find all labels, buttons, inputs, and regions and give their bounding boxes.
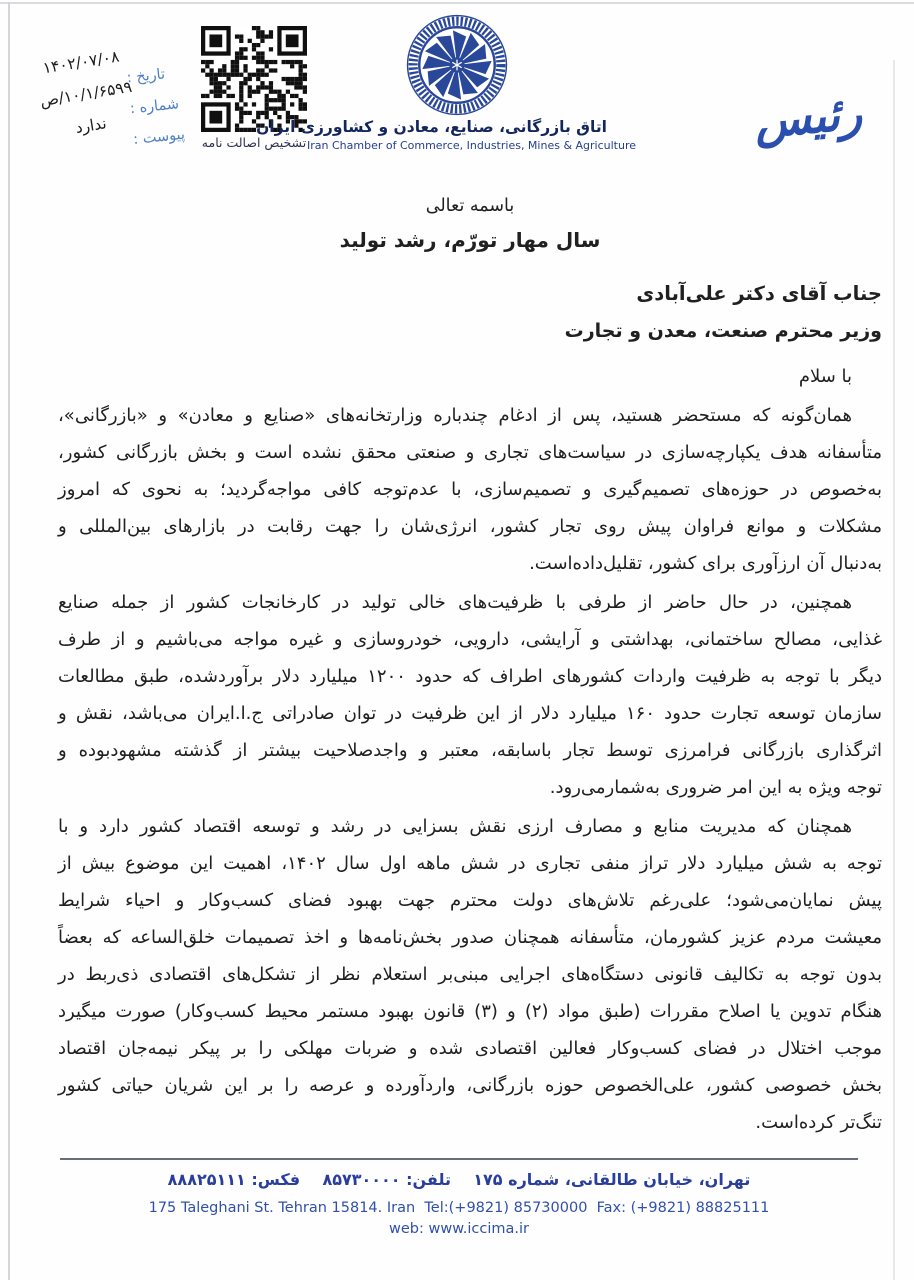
paragraph-line: سازمان توسعه تجارت حدود ۱۶۰ میلیارد دلار از این ظرفیت در توان صادراتی ج.ا.ایران می‌باشد، نقش و: [58, 703, 882, 724]
letter-date-value: ۱۴۰۲/۰۷/۰۸: [41, 47, 121, 78]
paragraph-3: [58, 808, 882, 1141]
signer-title-handwriting: رئیس: [752, 85, 864, 149]
qr-caption: تشخیص اصالت نامه: [201, 135, 307, 150]
org-logo-block: [256, 14, 637, 152]
letter-meta-labels: [125, 57, 196, 156]
paragraph-line: اثرگذاری بازرگانی فرامرزی توسط تجار باسابقه، معتبر و واجدصلاحیت بیشتر از گذشته مشهودبوده و: [58, 740, 882, 761]
paragraph-line: همچنین، در حال حاضر از طرفی با ظرفیت‌های خالی تولید در کارخانجات کشور از جمله صنایع: [58, 592, 852, 613]
paragraph-line: بخش خصوصی کشور، علی‌الخصوص حوزه بازرگانی، واردآورده و عرصه را بر این شریان حیاتی کشور: [58, 1075, 882, 1096]
paragraph-line: توجه ویژه به این امر ضروری به‌شمارمی‌رود.: [549, 777, 882, 798]
paragraph-2: [58, 584, 882, 806]
bismillah: باسمه تعالی: [425, 196, 515, 216]
paragraph-line: هنگام تدوین یا اصلاح مقررات (طبق مواد (۲) و (۳) قانون بهبود مستمر محیط کسب‌وکار) صورت میگیرد: [58, 1001, 883, 1022]
paragraph-line: غذایی، مصالح ساختمانی، بهداشتی و آرایشی، دارویی، خودروسازی و غیره مواجه می‌باشیم و از طرف: [58, 629, 882, 650]
paragraph-line: به‌خصوص در حوزه‌های تصمیم‌گیری و تصمیم‌سازی، با عدم‌توجه کافی مواجه‌گردید؛ به نحوی که امروز: [58, 479, 882, 500]
paragraph-line: به‌دنبال آن ارزآوری برای کشور، تقلیل‌داده‌است.: [529, 553, 882, 574]
footer-address-fa: تهران، خیابان طالقانی، شماره ۱۷۵ تلفن: ۸۵۷۳۰۰۰۰ فکس: ۸۸۸۲۵۱۱۱: [167, 1170, 751, 1189]
scan-edge-top: [0, 2, 914, 4]
letterhead-footer: [60, 1170, 858, 1237]
paragraph-line: معیشت مردم عزیز کشورمان، متأسفانه همچنان صدور بخش‌نامه‌ها و اخذ تصمیمات خلق‌الساعه که بعضاً: [58, 927, 882, 948]
attachment-label: پیوست :: [132, 126, 186, 149]
number-label: شماره :: [129, 96, 180, 118]
org-name-en: Iran Chamber of Commerce, Industries, Mines & Agriculture: [307, 139, 637, 152]
qr-code: [201, 26, 307, 132]
salutation: با سلام: [798, 366, 852, 387]
paragraph-line: تنگ‌تر کرده‌است.: [755, 1112, 882, 1133]
paragraph-line: توجه به شش میلیارد دلار تراز منفی تجاری در شش ماهه اول سال ۱۴۰۲، اهمیت این موضوع بیش از: [58, 853, 883, 874]
footer-divider: [60, 1158, 858, 1160]
year-slogan: سال مهار تورّم، رشد تولید: [339, 228, 601, 252]
paragraph-line: همان‌گونه که مستحضر هستید، پس از ادغام چندباره وزارتخانه‌های «صنایع و معادن» و «بازرگانی»،: [58, 405, 852, 426]
paragraph-line: بدون توجه به تکالیف قانونی دستگاه‌های اجرایی مبنی‌بر استعلام نظر از تشکل‌های اقتصادی ذی‌ربط در: [58, 964, 882, 985]
footer-address-en: 175 Taleghani St. Tehran 15814. Iran Tel:(+9821) 85730000 Fax: (+9821) 88825111: [148, 1200, 770, 1216]
letter-body: [58, 196, 882, 1141]
paragraph-line: دیگر با توجه به ظرفیت واردات کشورهای اطراف که حدود ۱۲۰۰ میلیارد دلار برآوردشده، طبق مطالعات: [58, 666, 882, 687]
paragraph-1: [58, 397, 882, 582]
org-name-fa: اتاق بازرگانی، صنایع، معادن و کشاورزی ایران: [256, 118, 607, 136]
footer-website: web: www.iccima.ir: [389, 1221, 529, 1237]
paragraph-line: متأسفانه هدف یکپارچه‌سازی در سیاست‌های تجاری و صنعتی محقق نشده است و بخش بازرگانی کشور،: [58, 442, 882, 463]
scan-edge-right: [893, 60, 895, 1280]
paragraph-line: پیش نمایان‌می‌شود؛ علی‌رغم تلاش‌های دولت محترم جهت بهبود فضای کسب‌وکار و احیاء شرایط: [58, 890, 882, 911]
addressee-title: وزیر محترم صنعت، معدن و تجارت: [564, 320, 882, 342]
addressee-name: جناب آقای دکتر علی‌آبادی: [636, 282, 882, 305]
scan-edge-left: [8, 2, 10, 1280]
paragraph-line: موجب اختلال در فضای کسب‌وکار فعالین اقتصادی شده و ضربات مهلکی را بر پیکر نیمه‌جان اقتصاد: [58, 1038, 882, 1059]
letter-attachment-value: ندارد: [74, 114, 108, 137]
date-label: تاریخ :: [126, 66, 166, 87]
letter-number-value: ۱۰/۱/۶۵۹۹/ص: [38, 77, 134, 111]
chamber-logo-icon: [406, 14, 508, 116]
paragraph-line: مشکلات و موانع فراوان پیش روی تجار کشور، انرژی‌شان را جهت رقابت در بازارهای بین‌المللی و: [58, 516, 882, 537]
paragraph-line: همچنان که مدیریت منابع و مصارف ارزی نقش بسزایی در رشد و توسعه اقتصاد کشور دارد و با: [58, 816, 852, 837]
